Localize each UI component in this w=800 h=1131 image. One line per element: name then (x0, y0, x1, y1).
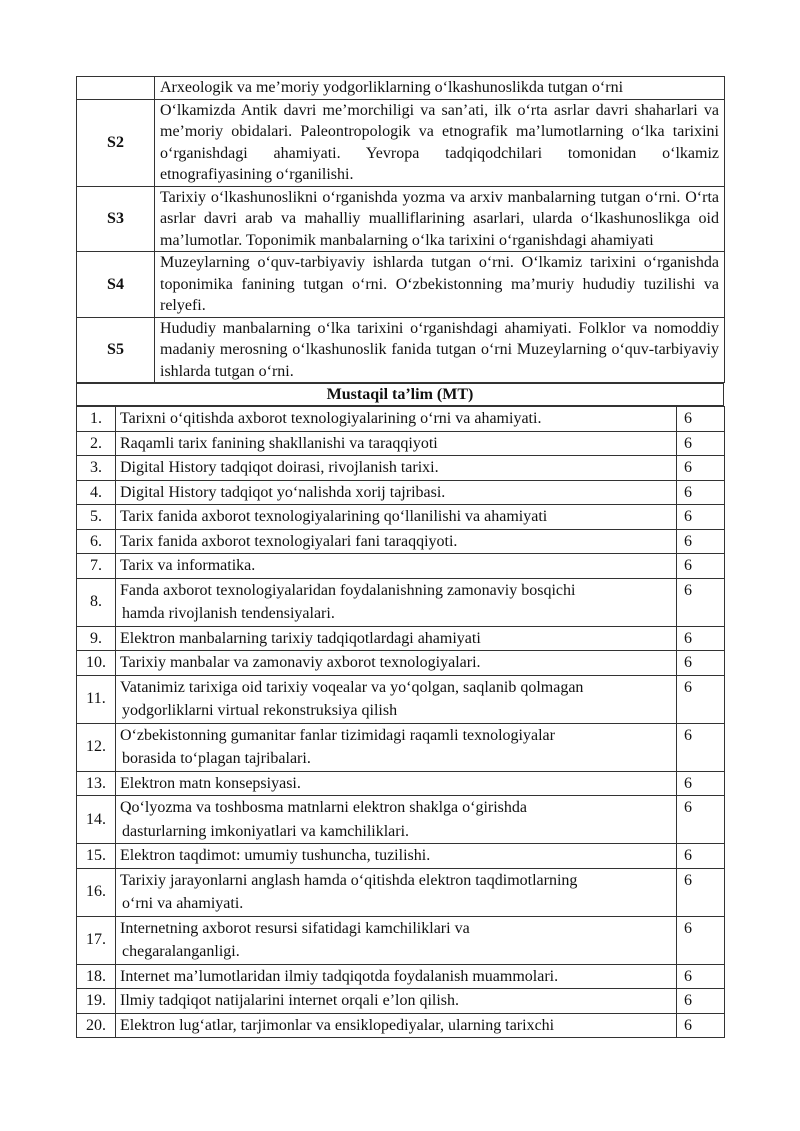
mt-row (77, 529, 725, 554)
mt-row-number: 7. (77, 554, 116, 579)
mt-topic-line: o‘rni va ahamiyati. (122, 895, 244, 912)
mt-topic-line: Qo‘lyozma va toshbosma matnlarni elektron shaklga o‘girishda (120, 799, 528, 816)
mt-topic-line: Internet ma’lumotlaridan ilmiy tadqiqotda foydalanish muammolari. (120, 967, 559, 985)
mt-row (77, 626, 725, 651)
mt-row-hours: 6 (677, 844, 725, 869)
mt-row (77, 456, 725, 481)
mt-row-topic (116, 989, 677, 1014)
seminar-code (77, 77, 155, 100)
mt-topic-line: Tarixiy manbalar va zamonaviy axborot texnologiyalari. (120, 654, 481, 671)
mt-row-topic (116, 675, 677, 723)
seminar-code: S3 (77, 186, 155, 252)
mt-topic-line: Tarix va informatika. (120, 557, 256, 574)
mt-row (77, 407, 725, 432)
mt-row-hours: 6 (677, 578, 725, 626)
mt-row-hours: 6 (677, 431, 725, 456)
mt-topic-line: hamda rivojlanish tendensiyalari. (122, 605, 335, 622)
mt-topic-line: Ilmiy tadqiqot natijalarini internet orqali e’lon qilish. (120, 992, 460, 1009)
seminar-row (77, 317, 725, 383)
mt-topic-line: Elektron manbalarning tarixiy tadqiqotlardagi ahamiyati (120, 629, 481, 647)
mt-row-topic (116, 480, 677, 505)
mt-topic-line: Tarix fanida axborot texnologiyalari fani taraqqiyoti. (120, 532, 458, 550)
mt-row-number: 8. (77, 578, 116, 626)
seminar-topic: Hududiy manbalarning o‘lka tarixini o‘rganishdagi ahamiyati. Folklor va nomoddiy madaniy merosning o‘lkashunoslik fanida tutgan o‘rni Muzeylarning o‘quv-tarbiyaviy ishlarda tutgan o‘rni. (155, 317, 725, 383)
mt-row-topic (116, 796, 677, 844)
mt-row-topic (116, 964, 677, 989)
mt-row-hours: 6 (677, 964, 725, 989)
seminar-code: S2 (77, 99, 155, 186)
mt-row-topic (116, 723, 677, 771)
mt-topic-line: chegaralanganligi. (122, 943, 240, 960)
mt-row (77, 578, 725, 626)
mt-row (77, 1013, 725, 1038)
mt-topic-line: dasturlarning imkoniyatlari va kamchiliklari. (122, 822, 410, 840)
mt-row-number: 12. (77, 723, 116, 771)
seminar-code: S4 (77, 252, 155, 318)
mt-row-hours: 6 (677, 554, 725, 579)
mt-row (77, 989, 725, 1014)
mt-row-hours: 6 (677, 675, 725, 723)
mt-row-topic (116, 431, 677, 456)
mt-topic-line: borasida to‘plagan tajribalari. (122, 750, 311, 767)
seminar-topic: Tarixiy o‘lkashunoslikni o‘rganishda yozma va arxiv manbalarning tutgan o‘rni. O‘rta asrlar davri arab va mahalliy mualliflarining asarlari, ularda o‘lkashunoslikga oid ma’lumotlar. Toponimik manbalarning o‘lka tarixini o‘rganishdagi ahamiyati (155, 186, 725, 252)
mt-row-hours: 6 (677, 505, 725, 530)
mt-topic-line: Tarix fanida axborot texnologiyalarining qo‘llanilishi va ahamiyati (120, 508, 548, 525)
mt-row-topic (116, 626, 677, 651)
seminar-row (77, 252, 725, 318)
document-page (76, 76, 724, 1038)
mt-row (77, 505, 725, 530)
mt-row-number: 9. (77, 626, 116, 651)
mt-row-topic (116, 407, 677, 432)
mt-topic-line: Raqamli tarix fanining shakllanishi va taraqqiyoti (120, 434, 438, 452)
mt-row-number: 14. (77, 796, 116, 844)
mt-row-number: 4. (77, 480, 116, 505)
mt-row-hours: 6 (677, 868, 725, 916)
mt-row (77, 916, 725, 964)
mt-row-topic (116, 505, 677, 530)
mt-table (76, 406, 725, 1038)
seminar-row (77, 186, 725, 252)
mt-row-number: 6. (77, 529, 116, 554)
seminar-row (77, 77, 725, 100)
mt-row (77, 796, 725, 844)
mt-row (77, 554, 725, 579)
mt-row-number: 18. (77, 964, 116, 989)
mt-topic-line: Elektron lug‘atlar, tarjimonlar va ensiklopediyalar, ularning tarixchi (120, 1016, 555, 1034)
mt-row-number: 17. (77, 916, 116, 964)
seminar-topic: O‘lkamizda Antik davri me’morchiligi va san’ati, ilk o‘rta asrlar davri shaharlari va me’moriy obidalari. Paleontropologik va etnografik ma’lumotlarning o‘lka tarixini o‘rganishdagi ahamiyati. Yevropa tadqiqodchilari tomonidan o‘lkamiz etnografiyasining o‘rganilishi. (155, 99, 725, 186)
mt-row-hours: 6 (677, 723, 725, 771)
mt-row-hours: 6 (677, 407, 725, 432)
mt-row (77, 964, 725, 989)
mt-row-hours: 6 (677, 626, 725, 651)
mt-row-number: 1. (77, 407, 116, 432)
mt-row-number: 19. (77, 989, 116, 1014)
mt-row-topic (116, 916, 677, 964)
mt-row-topic (116, 651, 677, 676)
mt-row-topic (116, 529, 677, 554)
seminar-topic: Arxeologik va me’moriy yodgorliklarning o‘lkashunoslikda tutgan o‘rni (155, 77, 725, 100)
mt-row-topic (116, 456, 677, 481)
mt-topic-line: Elektron taqdimot: umumiy tushuncha, tuzilishi. (120, 847, 431, 864)
mt-topic-line: yodgorliklarni virtual rekonstruksiya qilish (122, 702, 398, 719)
mt-title-table (76, 383, 724, 406)
seminar-code: S5 (77, 317, 155, 383)
mt-row-topic (116, 771, 677, 796)
mt-row-hours: 6 (677, 771, 725, 796)
mt-topic-line: Tarixiy jarayonlarni anglash hamda o‘qitishda elektron taqdimotlarning (120, 871, 578, 889)
mt-row-hours: 6 (677, 456, 725, 481)
mt-row-topic (116, 554, 677, 579)
mt-row-topic (116, 1013, 677, 1038)
mt-row-number: 10. (77, 651, 116, 676)
seminar-table (76, 76, 725, 383)
mt-row-number: 16. (77, 868, 116, 916)
mt-topic-line: Tarixni o‘qitishda axborot texnologiyalarining o‘rni va ahamiyati. (120, 410, 542, 427)
mt-topic-line: Digital History tadqiqot yo‘nalishda xorij tajribasi. (120, 483, 446, 501)
mt-row (77, 431, 725, 456)
mt-row-hours: 6 (677, 480, 725, 505)
mt-row-number: 11. (77, 675, 116, 723)
mt-row-hours: 6 (677, 989, 725, 1014)
mt-row-hours: 6 (677, 529, 725, 554)
mt-row-hours: 6 (677, 1013, 725, 1038)
mt-row (77, 844, 725, 869)
mt-row (77, 771, 725, 796)
mt-row-number: 2. (77, 431, 116, 456)
mt-topic-line: O‘zbekistonning gumanitar fanlar tizimidagi raqamli texnologiyalar (120, 726, 555, 744)
mt-row-number: 5. (77, 505, 116, 530)
mt-section-title: Mustaqil ta’lim (MT) (77, 384, 724, 406)
mt-row-hours: 6 (677, 796, 725, 844)
mt-row-hours: 6 (677, 651, 725, 676)
mt-row (77, 868, 725, 916)
mt-row (77, 675, 725, 723)
seminar-row (77, 99, 725, 186)
mt-topic-line: Fanda axborot texnologiyalaridan foydalanishning zamonaviy bosqichi (120, 581, 576, 599)
mt-topic-line: Digital History tadqiqot doirasi, rivojlanish tarixi. (120, 459, 439, 476)
mt-topic-line: Vatanimiz tarixiga oid tarixiy voqealar va yo‘qolgan, saqlanib qolmagan (120, 678, 584, 696)
mt-topic-line: Internetning axborot resursi sifatidagi kamchiliklari va (120, 919, 470, 937)
mt-row-topic (116, 868, 677, 916)
mt-row-number: 3. (77, 456, 116, 481)
mt-row-number: 13. (77, 771, 116, 796)
mt-row-number: 15. (77, 844, 116, 869)
seminar-topic: Muzeylarning o‘quv-tarbiyaviy ishlarda tutgan o‘rni. O‘lkamiz tarixini o‘rganishda toponimika fanining tutgan o‘rni. O‘zbekistonning ma’muriy hududiy tuzilishi va relyefi. (155, 252, 725, 318)
mt-row-topic (116, 578, 677, 626)
mt-row (77, 480, 725, 505)
mt-topic-line: Elektron matn konsepsiyasi. (120, 774, 301, 792)
mt-row-number: 20. (77, 1013, 116, 1038)
mt-row (77, 651, 725, 676)
mt-row-hours: 6 (677, 916, 725, 964)
mt-row-topic (116, 844, 677, 869)
mt-row (77, 723, 725, 771)
